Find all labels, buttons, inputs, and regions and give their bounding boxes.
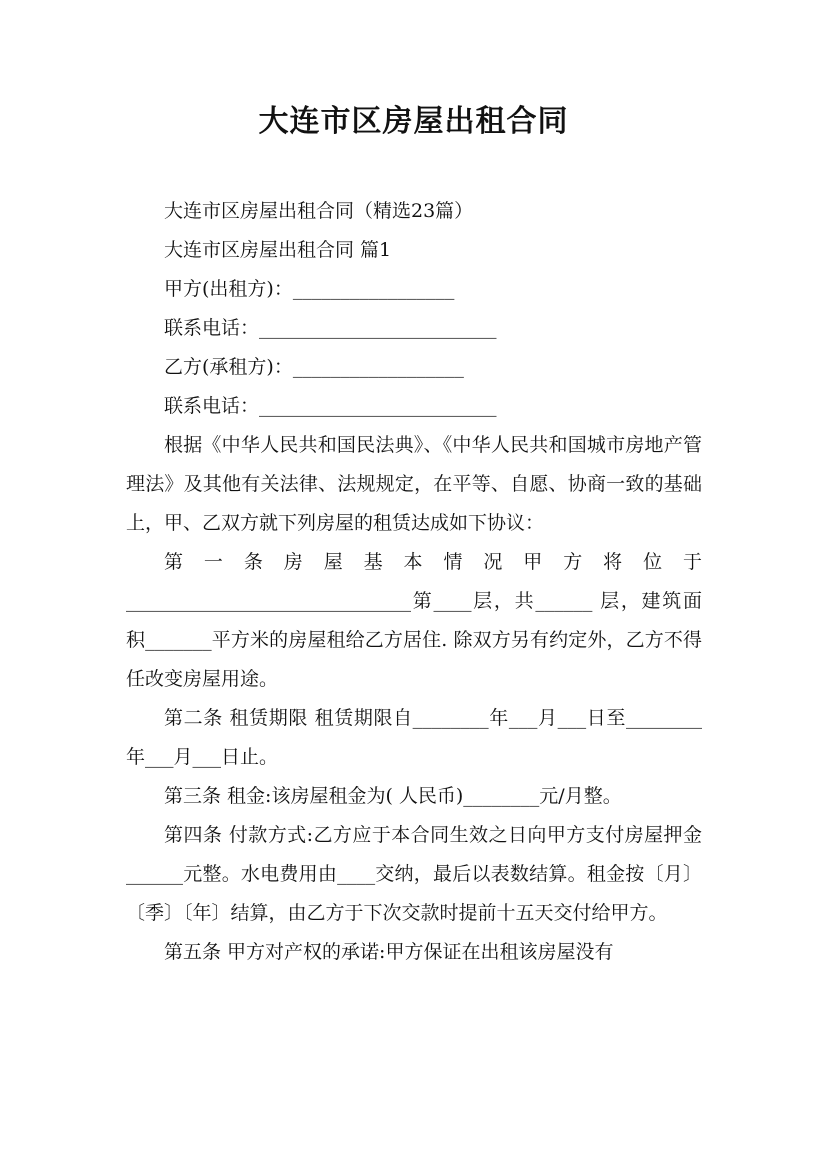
document-body	[126, 192, 702, 972]
party-a-phone-line: 联系电话：_________________________	[164, 317, 497, 339]
preamble-paragraph: 根据《中华人民共和国民法典》、《中华人民共和国城市房地产管理法》及其他有关法律、法规规定，在平等、自愿、协商一致的基础上，甲、乙双方就下列房屋的租赁达成如下协议：	[126, 434, 702, 534]
article-2-paragraph: 第二条 租赁期限 租赁期限自________年___月___日至________年___月___日止。	[126, 707, 702, 768]
section-heading: 大连市区房屋出租合同 篇1	[164, 239, 392, 261]
article-5-paragraph: 第五条 甲方对产权的承诺:甲方保证在出租该房屋没有	[164, 941, 614, 963]
article-4-paragraph: 第四条 付款方式:乙方应于本合同生效之日向甲方支付房屋押金______元整。水电费用由____交纳，最后以表数结算。租金按〔月〕〔季〕〔年〕结算，由乙方于下次交款时提前十五天交付给甲方。	[126, 824, 702, 924]
document-title: 大连市区房屋出租合同	[258, 104, 569, 139]
party-b-line: 乙方(承租方)：__________________	[164, 356, 464, 378]
party-a-line: 甲方(出租方)：_________________	[164, 278, 455, 300]
party-b-phone-line: 联系电话：_________________________	[164, 395, 497, 417]
subtitle-paragraph: 大连市区房屋出租合同（精选23篇）	[164, 200, 474, 222]
article-3-paragraph: 第三条 租金:该房屋租金为( 人民币)________元/月整。	[164, 785, 622, 807]
article-1-paragraph: 第 一 条 房 屋 基 本 情 况 甲 方 将 位 于 ______________________________第____层，共______ 层，建筑面积_______平方米的房屋租给乙方居住. 除双方另有约定外，乙方不得任改变房屋用途。	[126, 551, 702, 690]
